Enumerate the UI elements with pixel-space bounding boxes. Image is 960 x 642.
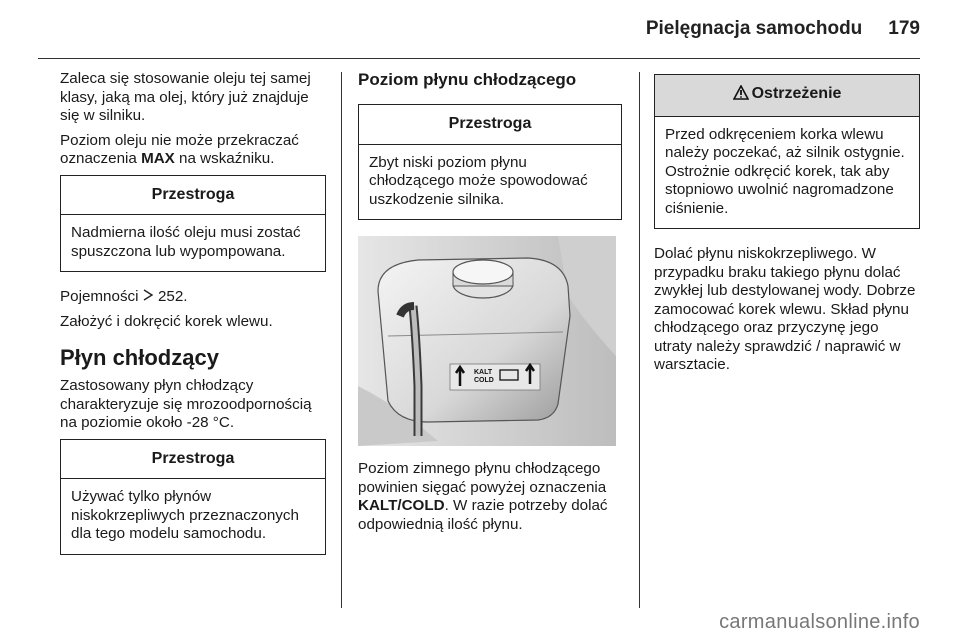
- warning-header: [655, 75, 919, 117]
- kalt-label: KALT: [474, 369, 493, 376]
- header-rule: [38, 58, 920, 59]
- coolant-reservoir-drawing: [358, 236, 616, 446]
- column-2: [358, 70, 622, 540]
- caution-body: Używać tylko płynów niskokrzepliwych przeznaczonych dla tego modelu samochodu.: [71, 488, 299, 542]
- oil-class-paragraph: Zaleca się stosowanie oleju tej samej klasy, jaką ma olej, który już znajduje się w silniku.: [60, 70, 311, 124]
- capacities-page-link[interactable]: 252.: [153, 288, 188, 305]
- page-header: [646, 18, 920, 40]
- watermark: carmanualsonline.info: [719, 611, 920, 633]
- text-run: . W razie potrzeby dolać odpowiednią ilość płynu.: [358, 497, 608, 533]
- caution-title: Przestroga: [61, 440, 325, 480]
- section-heading-coolant: Płyn chłodzący: [60, 345, 219, 370]
- subsection-heading-coolant-level: Poziom płynu chłodzącego: [358, 70, 577, 89]
- page-title: Pielęgnacja samochodu: [645, 18, 863, 39]
- column-3: [654, 70, 920, 381]
- caution-body: Nadmierna ilość oleju musi zostać spuszczona lub wypompowana.: [71, 224, 301, 260]
- caution-box-oil: [60, 175, 326, 273]
- coolant-paragraph: Zastosowany płyn chłodzący charakteryzuje się mrozoodpornością na poziomie około -28 °C.: [60, 377, 312, 431]
- caution-title: Przestroga: [359, 105, 621, 145]
- coolant-reservoir-illustration: [358, 236, 616, 446]
- caution-box-low-coolant: [358, 104, 622, 220]
- capacities-paragraph: [60, 288, 326, 307]
- warning-box: [654, 74, 920, 229]
- text-run: Poziom oleju nie może przekraczać oznaczenia: [60, 131, 299, 167]
- text-run: Poziom zimnego płynu chłodzącego powinien sięgać powyżej oznaczenia: [358, 460, 607, 496]
- topup-paragraph: Dolać płynu niskokrzepliwego. W przypadku braku takiego płynu dolać zwykłej lub destylowanej wody. Dobrze zamocować korek wlewu. Skład płynu chłodzącego oraz przyczynę jego utraty należy sprawdzić / naprawić w warsztacie.: [654, 245, 916, 373]
- page-reference-arrow-icon: [143, 288, 154, 307]
- text-run: Pojemności: [60, 288, 143, 305]
- warning-title: Ostrzeżenie: [751, 85, 842, 102]
- max-mark: MAX: [141, 150, 175, 167]
- coolant-level-paragraph: [358, 460, 622, 534]
- page-number: 179: [888, 18, 920, 39]
- caution-body: Zbyt niski poziom płynu chłodzącego może spowodować uszkodzenie silnika.: [369, 153, 588, 208]
- warning-body: Przed odkręceniem korka wlewu należy poczekać, aż silnik ostygnie. Ostrożnie odkręcić korek, tak aby stopniowo uwolnić nagromadzone ciśnienie.: [665, 125, 905, 217]
- text-run: na wskaźniku.: [174, 150, 275, 167]
- kalt-cold-mark: KALT/COLD: [358, 497, 445, 514]
- oil-max-paragraph: [60, 132, 326, 169]
- cold-label: COLD: [474, 377, 494, 384]
- column-divider-1: [341, 72, 342, 608]
- column-1: [60, 70, 326, 571]
- caution-box-coolant-type: [60, 439, 326, 555]
- column-divider-2: [639, 72, 640, 608]
- caution-title: Przestroga: [61, 176, 325, 216]
- refit-cap-paragraph: Założyć i dokręcić korek wlewu.: [60, 312, 273, 330]
- warning-triangle-icon: [733, 85, 749, 106]
